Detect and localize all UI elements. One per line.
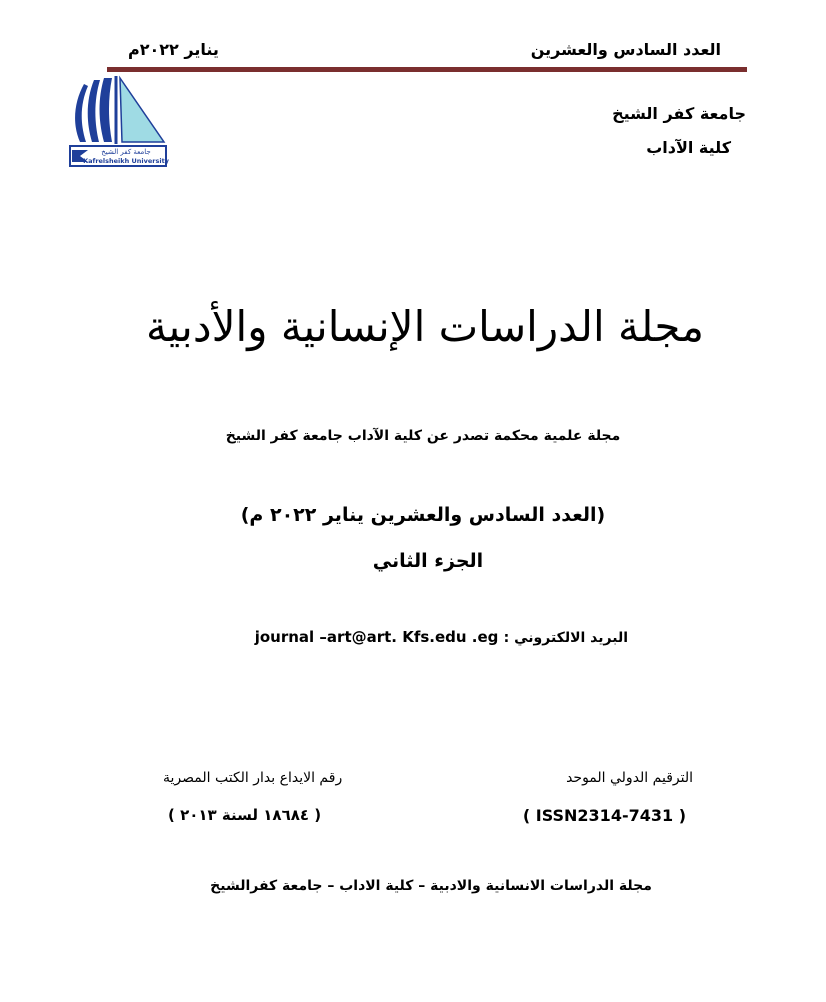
faculty-name: كلية الآداب (646, 138, 731, 157)
journal-subtitle-text: مجلة علمية محكمة تصدر عن كلية الآداب جامعة كفر الشيخ (225, 428, 621, 444)
deposit-label: رقم الايداع بدار الكتب المصرية (163, 770, 343, 786)
logo-english-text: Kafrelsheikh University (83, 157, 169, 165)
header-rule (107, 67, 747, 72)
issue-line (0, 504, 826, 526)
header-date: يناير ٢٠٢٢م (128, 40, 219, 59)
part-line-text: الجزء الثاني (372, 550, 484, 572)
footer (0, 878, 826, 894)
issn-label: الترقيم الدولي الموحد (566, 770, 693, 786)
university-logo (66, 72, 170, 172)
header-issue: العدد السادس والعشرين (530, 40, 721, 59)
email-label: البريد الالكتروني : (503, 630, 628, 646)
university-name: جامعة كفر الشيخ (612, 104, 746, 123)
sailboat-logo-icon (66, 72, 170, 172)
logo-arabic-text: جامعة كفر الشيخ (101, 148, 151, 156)
journal-subtitle (0, 428, 826, 444)
email-line (255, 628, 628, 646)
journal-title-text: مجلة الدراسات الإنسانية والأدبية (145, 302, 705, 351)
journal-title (0, 302, 826, 351)
part-line (0, 550, 826, 572)
issn-value: ( ISSN2314-7431 ) (522, 806, 686, 825)
deposit-value: ( ١٨٦٨٤ لسنة ٢٠١٣ ) (168, 806, 322, 824)
issue-line-text: (العدد السادس والعشرين يناير ٢٠٢٢ م) (240, 504, 606, 526)
footer-text: مجلة الدراسات الانسانية والادبية – كلية الاداب – جامعة كفرالشيخ (210, 878, 652, 894)
email-address: journal –art@art. Kfs.edu .eg (254, 628, 499, 646)
